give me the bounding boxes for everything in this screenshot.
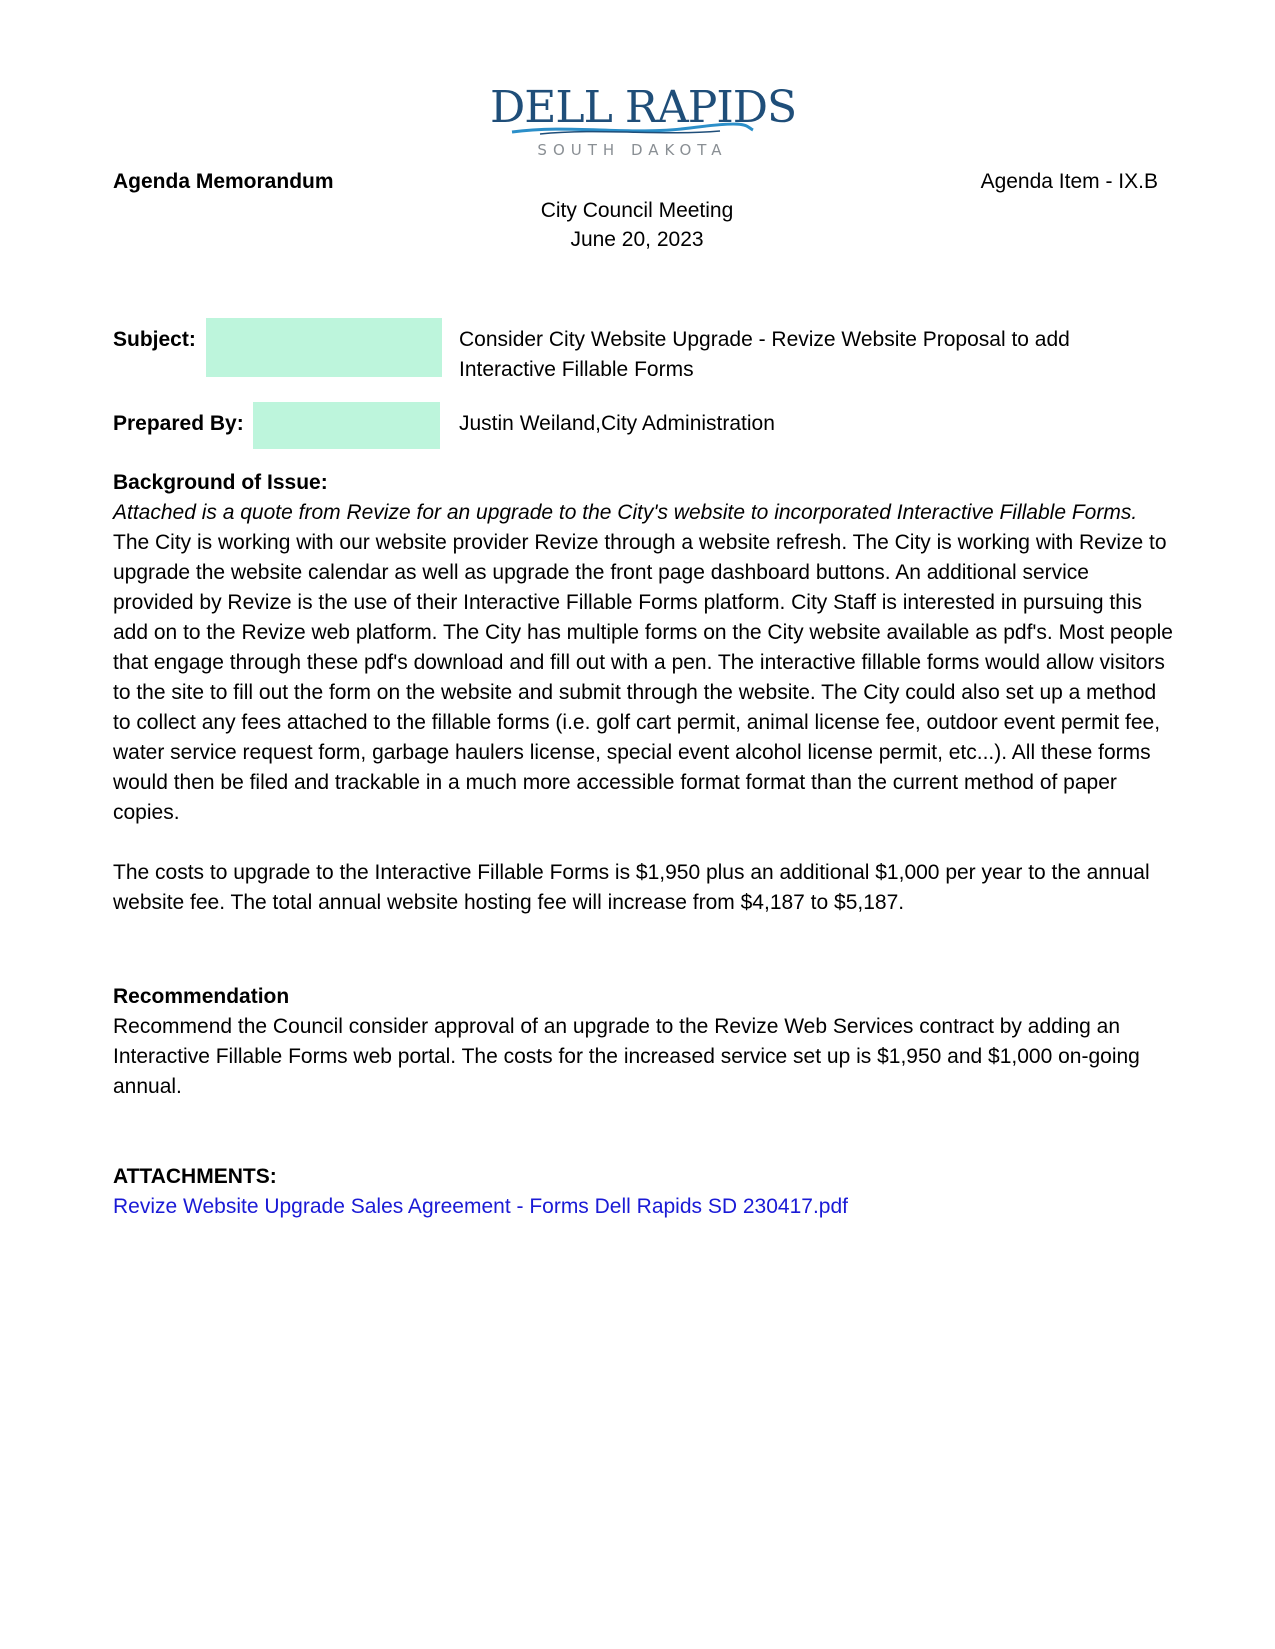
logo-subtitle: SOUTH DAKOTA	[537, 141, 728, 159]
background-italic-intro: Attached is a quote from Revize for an upgrade to the City's website to incorporated Interactive Fillable Forms.	[113, 501, 1138, 524]
recommendation-section	[113, 982, 1173, 1102]
background-heading: Background of Issue:	[113, 471, 328, 494]
subject-line-2: Interactive Fillable Forms	[459, 358, 694, 381]
subject-label: Subject:	[113, 328, 196, 351]
background-paragraph	[113, 498, 1173, 828]
recommendation-heading: Recommendation	[113, 985, 290, 1008]
agenda-item: Agenda Item - IX.B	[980, 170, 1158, 193]
prepared-by-label: Prepared By:	[113, 412, 244, 435]
background-body: The City is working with our website provider Revize through a website refresh. The City is working with Revize to upgrade the website calendar as well as upgrade the front page dashboard buttons. An additional service provided by Revize is the use of their Interactive Fillable Forms platform. City Staff is interested in pursuing this add on to the Revize web platform. The City has multiple forms on the City website available as pdf's. Most people that engage through these pdf's download and fill out with a pen. The interactive fillable forms would allow visitors to the site to fill out the form on the website and submit through the website. The City could also set up a method to collect any fees attached to the fillable forms (i.e. golf cart permit, animal license fee, outdoor event permit fee, water service request form, garbage haulers license, special event alcohol license permit, etc...). All these forms would then be filed and trackable in a much more accessible format format than the current method of paper copies.	[113, 531, 1173, 824]
prepared-by-redaction	[253, 402, 440, 449]
subject-redaction	[206, 318, 442, 377]
subject-line-1: Consider City Website Upgrade - Revize Website Proposal to add	[459, 328, 1070, 351]
logo-swoosh-icon	[510, 122, 755, 136]
recommendation-text: Recommend the Council consider approval of an upgrade to the Revize Web Services contract by adding an Interactive Fillable Forms web portal. The costs for the increased service set up is $1,950 and $1,000 on-going annual.	[113, 1015, 1140, 1098]
meeting-date: June 20, 2023	[570, 228, 704, 251]
prepared-by-value: Justin Weiland,City Administration	[459, 412, 775, 435]
meeting-title: City Council Meeting	[540, 199, 734, 222]
logo-wordmark: DELL RAPIDS	[490, 82, 797, 133]
dell-rapids-logo	[490, 82, 797, 164]
memo-label: Agenda Memorandum	[113, 170, 334, 193]
attachments-section	[113, 1162, 1173, 1222]
attachments-heading: ATTACHMENTS:	[113, 1165, 277, 1188]
attachment-link[interactable]: Revize Website Upgrade Sales Agreement - Forms Dell Rapids SD 230417.pdf	[113, 1195, 848, 1218]
costs-paragraph: The costs to upgrade to the Interactive Fillable Forms is $1,950 plus an additional $1,000 per year to the annual website fee. The total annual website hosting fee will increase from $4,187 to $5,187.	[113, 861, 1150, 914]
background-section	[113, 468, 1173, 918]
